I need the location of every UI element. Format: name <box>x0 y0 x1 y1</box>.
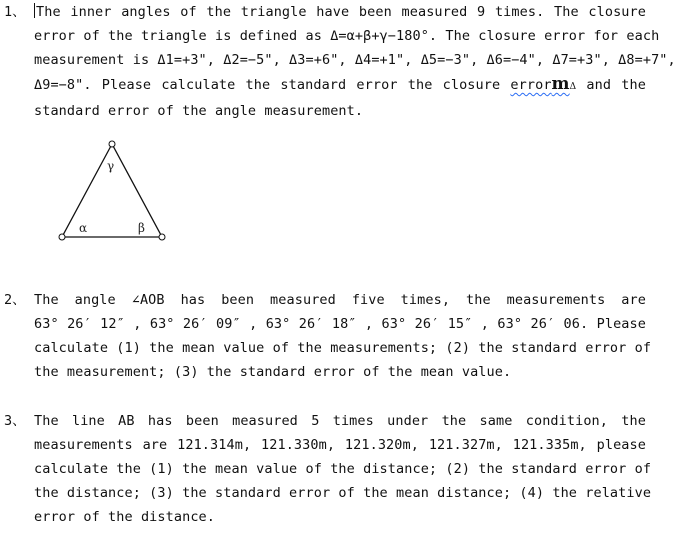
problem-3-line-2: measurements are 121.314m, 121.330m, 121.320m, 121.327m, 121.335m, please <box>34 437 646 453</box>
problem-2-text <box>34 288 652 384</box>
m-symbol: m <box>551 74 570 94</box>
problem-2-line-1: The angle ∠AOB has been measured five times, the measurements are <box>34 292 646 308</box>
problem-1-line-1: The inner angles of the triangle have been measured 9 times. The closure <box>36 4 646 20</box>
problem-3-line-5: error of the distance. <box>34 509 216 525</box>
problem-1-line-2: error of the triangle is defined as Δ=α+β+γ−180°. The closure error for each <box>34 28 660 44</box>
problem-2-line-4: the measurement; (3) the standard error of the mean value. <box>34 364 512 380</box>
problem-1-line-4 <box>34 72 646 99</box>
triangle-vertex-left <box>59 234 65 240</box>
problem-3-number: 3、 <box>4 413 26 429</box>
spellcheck-flag-error: errorm <box>510 74 570 94</box>
problem-1-line-4-text: Δ9=−8". Please calculate the standard error the closure <box>34 77 501 93</box>
m-subscript: Δ <box>569 82 577 92</box>
triangle-figure <box>52 136 182 246</box>
problem-1-text <box>34 0 676 123</box>
problem-1-number: 1、 <box>4 4 26 20</box>
problem-2-number: 2、 <box>4 292 26 308</box>
problem-3-line-4: the distance; (3) the standard error of the mean distance; (4) the relative <box>34 485 652 501</box>
text-cursor <box>34 3 35 18</box>
problem-1-line-4-tail: and the <box>576 77 646 93</box>
triangle-vertex-right <box>159 234 165 240</box>
angle-label-gamma: γ <box>107 159 115 173</box>
problem-1-line-5: standard error of the angle measurement. <box>34 103 364 119</box>
problem-3-line-1: The line AB has been measured 5 times under the same condition, the <box>34 413 646 429</box>
problem-2-line-2: 63° 26′ 12″ , 63° 26′ 09″ , 63° 26′ 18″ , 63° 26′ 15″ , 63° 26′ 06. Please <box>34 316 646 332</box>
angle-label-beta: β <box>138 221 145 235</box>
triangle-shape <box>62 144 162 237</box>
problem-2-line-3: calculate (1) the mean value of the measurements; (2) the standard error of <box>34 340 652 356</box>
triangle-svg <box>52 136 182 246</box>
problem-3-line-3: calculate the (1) the mean value of the distance; (2) the standard error of <box>34 461 652 477</box>
problem-1-line-3: measurement is Δ1=+3", Δ2=−5", Δ3=+6", Δ4=+1", Δ5=−3", Δ6=−4", Δ7=+3", Δ8=+7", <box>34 52 676 68</box>
angle-label-alpha: α <box>79 221 88 235</box>
triangle-vertex-top <box>109 141 115 147</box>
problem-3-text <box>34 409 652 529</box>
